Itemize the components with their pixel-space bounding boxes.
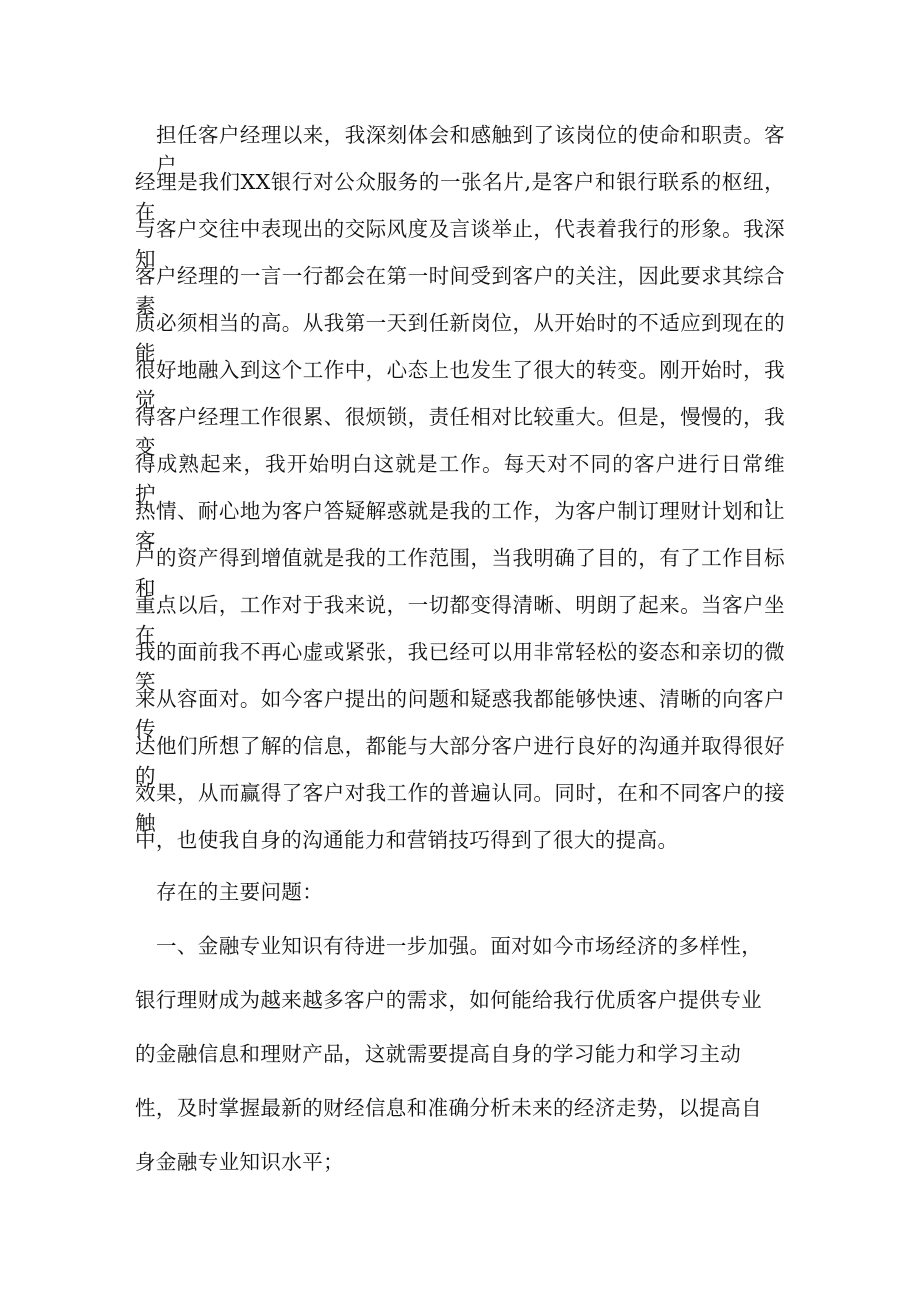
text-line: 户的资产得到增值就是我的工作范围，当我明确了目的，有了工作目标和	[135, 546, 785, 600]
text-line: 中，也使我自身的沟通能力和营销技巧得到了很大的提高。	[135, 828, 679, 852]
text-line: 的金融信息和理财产品，这就需要提高自身的学习能力和学习主动	[135, 1042, 742, 1066]
text-line: 重点以后，工作对于我来说，一切都变得清晰、明朗了起来。当客户坐在	[135, 593, 785, 647]
text-line: 性，及时掌握最新的财经信息和准确分析未来的经济走势，以提高自	[135, 1096, 762, 1120]
text-line: 质必须相当的高。从我第一天到任新岗位，从开始时的不适应到现在的能	[135, 311, 785, 365]
text-line: 热情、耐心地为客户答疑解惑就是我的工作，为客户制订理财计划和让客	[135, 499, 785, 553]
text-line: 担任客户经理以来，我深刻体会和感触到了该岗位的使命和职责。客户	[156, 123, 785, 177]
text-line: 很好地融入到这个工作中，心态上也发生了很大的转变。刚开始时，我觉	[135, 358, 785, 412]
text-line: 客户经理的一言一行都会在第一时间受到客户的关注，因此要求其综合素	[135, 264, 785, 318]
text-line: 来从容面对。如今客户提出的问题和疑惑我都能够快速、清晰的向客户传	[135, 687, 785, 741]
text-line: 达他们所想了解的信息，都能与大部分客户进行良好的沟通并取得很好的	[135, 734, 785, 788]
text-line: 经理是我们XX银行对公众服务的一张名片,是客户和银行联系的枢纽，在	[135, 170, 785, 224]
text-line: 与客户交往中表现出的交际风度及言谈举止，代表着我行的形象。我深知	[135, 217, 785, 271]
text-line: 得客户经理工作很累、很烦锁，责任相对比较重大。但是，慢慢的，我变	[135, 405, 785, 459]
text-line: 我的面前我不再心虚或紧张，我已经可以用非常轻松的姿态和亲切的微笑	[135, 640, 785, 694]
text-line: 身金融专业知识水平；	[135, 1150, 344, 1174]
text-line: 银行理财成为越来越多客户的需求，如何能给我行优质客户提供专业	[135, 988, 762, 1012]
section-heading: 存在的主要问题：	[156, 880, 324, 904]
text-line: 一、金融专业知识有待进一步加强。面对如今市场经济的多样性，	[156, 934, 763, 958]
text-line: 得成熟起来，我开始明白这就是工作。每天对不同的客户进行日常维护，	[135, 452, 785, 506]
text-line: 效果，从而赢得了客户对我工作的普遍认同。同时，在和不同客户的接触	[135, 781, 785, 835]
